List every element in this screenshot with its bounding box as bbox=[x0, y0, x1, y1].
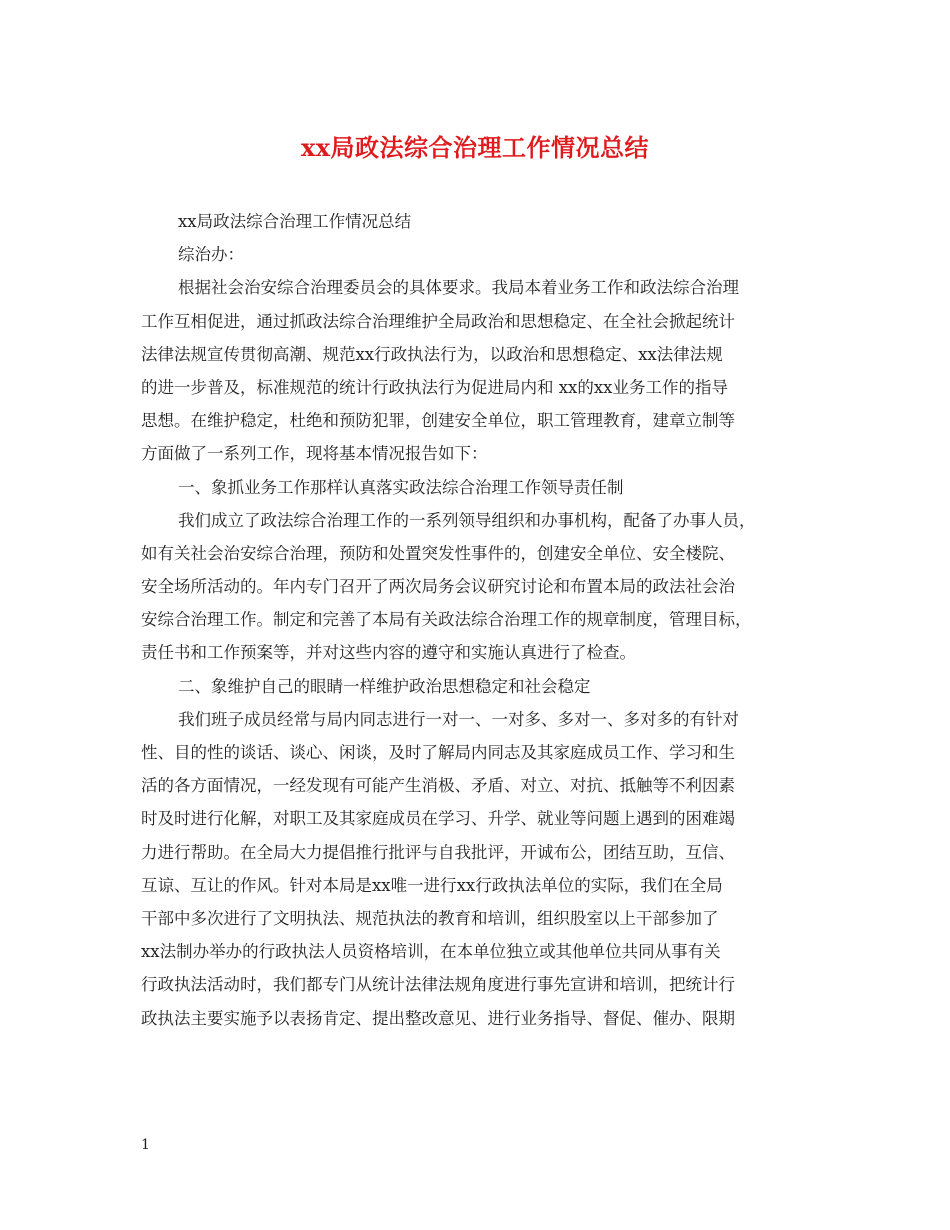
body-line: 工作互相促进，通过抓政法综合治理维护全局政治和思想稳定、在全社会掀起统计 bbox=[141, 311, 735, 331]
body-line: 活的各方面情况，一经发现有可能产生消极、矛盾、对立、对抗、抵触等不利因素 bbox=[141, 776, 735, 796]
body-line: 力进行帮助。在全局大力提倡推行批评与自我批评，开诚布公，团结互助，互信、 bbox=[141, 842, 735, 862]
body-line: 根据社会治安综合治理委员会的具体要求。我局本着业务工作和政法综合治理 bbox=[178, 278, 739, 298]
page-number: 1 bbox=[141, 1137, 150, 1153]
body-line: 二、象维护自己的眼睛一样维护政治思想稳定和社会稳定 bbox=[178, 676, 591, 696]
body-line: 时及时进行化解，对职工及其家庭成员在学习、升学、就业等问题上遇到的困难竭 bbox=[141, 809, 735, 829]
body-line: 如有关社会治安综合治理，预防和处置突发性事件的，创建安全单位、安全楼院、 bbox=[141, 543, 735, 563]
body-line: 性、目的性的谈话、谈心、闲谈，及时了解局内同志及其家庭成员工作、学习和生 bbox=[141, 743, 735, 762]
document-body bbox=[141, 205, 827, 1035]
body-line: 责任书和工作预案等，并对这些内容的遵守和实施认真进行了检查。 bbox=[141, 643, 636, 663]
body-line: 我们班子成员经常与局内同志进行一对一、一对多、多对一、多对多的有针对 bbox=[178, 709, 739, 729]
body-line: 法律法规宣传贯彻高潮、规范xx行政执法行为，以政治和思想稳定、xx法律法规 bbox=[141, 344, 723, 364]
body-line: 互谅、互让的作风。针对本局是xx唯一进行xx行政执法单位的实际，我们在全局 bbox=[141, 875, 723, 895]
body-line: 干部中多次进行了文明执法、规范执法的教育和培训，组织股室以上干部参加了 bbox=[141, 908, 719, 928]
body-line: 一、象抓业务工作那样认真落实政法综合治理工作领导责任制 bbox=[178, 477, 624, 497]
body-line: 安综合治理工作。制定和完善了本局有关政法综合治理工作的规章制度，管理目标， bbox=[141, 610, 752, 630]
body-line: 的进一步普及，标准规范的统计行政执法行为促进局内和 xx的xx业务工作的指导 bbox=[141, 377, 728, 397]
body-line: xx法制办举办的行政执法人员资格培训，在本单位独立或其他单位共同从事有关 bbox=[141, 942, 721, 962]
body-line: 方面做了一系列工作，现将基本情况报告如下： bbox=[141, 444, 488, 464]
body-line: 安全场所活动的。年内专门召开了两次局务会议研究讨论和布置本局的政法社会治 bbox=[141, 577, 735, 597]
body-line: xx局政法综合治理工作情况总结 bbox=[178, 212, 412, 231]
body-line: 行政执法活动时，我们都专门从统计法律法规角度进行事先宣讲和培训，把统计行 bbox=[141, 975, 735, 995]
body-line: 政执法主要实施予以表扬肯定、提出整改意见、进行业务指导、督促、催办、限期 bbox=[141, 1008, 735, 1028]
document-title: xx局政法综合治理工作情况总结 bbox=[300, 133, 650, 162]
body-line: 综治办： bbox=[178, 245, 244, 265]
body-line: 我们成立了政法综合治理工作的一系列领导组织和办事机构，配备了办事人员， bbox=[178, 510, 756, 530]
body-line: 思想。在维护稳定，杜绝和预防犯罪，创建安全单位，职工管理教育，建章立制等 bbox=[141, 411, 735, 431]
